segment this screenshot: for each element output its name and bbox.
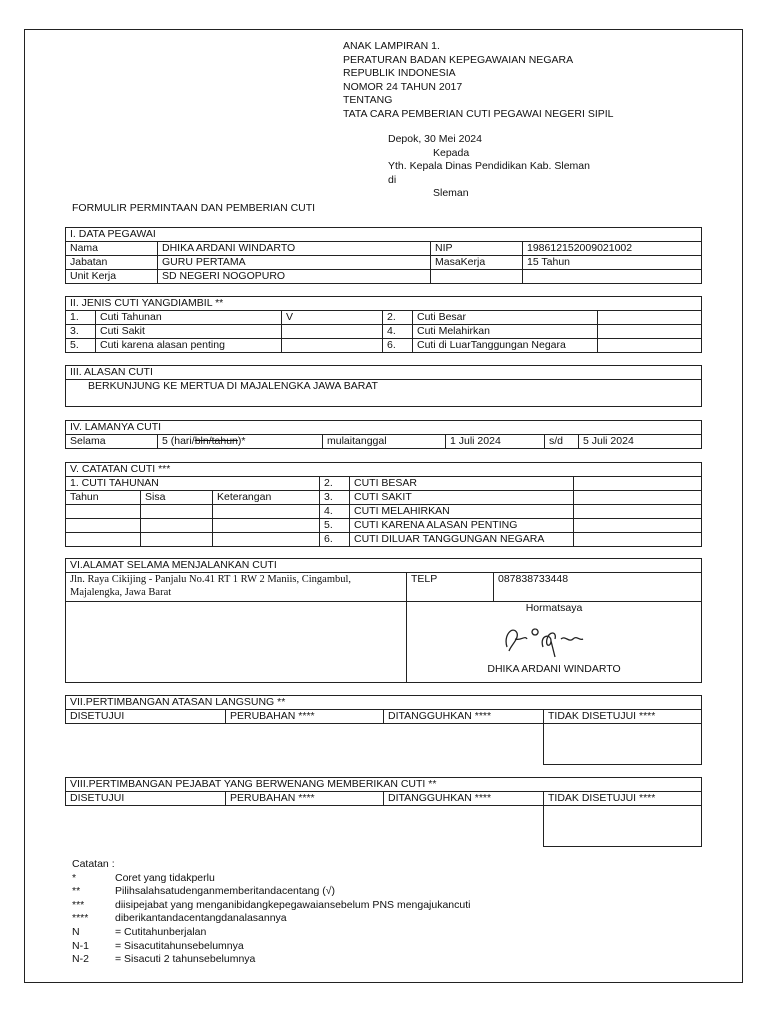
leave-number: 1. <box>66 311 96 325</box>
empty-cell <box>523 270 702 284</box>
note-row <box>72 940 471 954</box>
header-line: TENTANG <box>343 94 393 107</box>
duration-struck: bln/tahun <box>194 435 238 447</box>
cell[interactable] <box>213 505 320 519</box>
duration-pre: 5 (hari/ <box>162 435 195 447</box>
item-number: 6. <box>320 533 350 547</box>
item-number: 3. <box>320 491 350 505</box>
nip-label: NIP <box>431 242 523 256</box>
header-line: ANAK LAMPIRAN 1. <box>343 40 440 52</box>
section-jenis-cuti <box>65 296 702 353</box>
jabatan-label: Jabatan <box>66 256 158 270</box>
leave-type-label: Cuti Besar <box>413 311 598 325</box>
end-date[interactable]: 5 Juli 2024 <box>579 435 702 449</box>
empty-cell <box>66 602 407 683</box>
section-title: VIII.PERTIMBANGAN PEJABAT YANG BERWENANG MEMBERIKAN CUTI ** <box>66 778 702 792</box>
masa-kerja-label: MasaKerja <box>431 256 523 270</box>
sd-label: s/d <box>545 435 579 449</box>
col-ditangguhkan: DITANGGUHKAN **** <box>384 792 544 806</box>
section-title: III. ALASAN CUTI <box>66 366 702 380</box>
item-value[interactable] <box>574 477 702 491</box>
note-row <box>72 872 471 886</box>
note-key: N <box>72 925 80 938</box>
recipient-place: Sleman <box>433 187 469 199</box>
telp-value[interactable]: 087838733448 <box>494 573 702 602</box>
leave-type-label: Cuti di LuarTanggungan Negara <box>413 339 598 353</box>
col-tidak-disetujui: TIDAK DISETUJUI **** <box>544 792 702 806</box>
form-title: FORMULIR PERMINTAAN DAN PEMBERIAN CUTI <box>72 202 316 214</box>
item-value[interactable] <box>574 491 702 505</box>
selama-label: Selama <box>66 435 158 449</box>
letter-date: Depok, 30 Mei 2024 <box>388 133 482 145</box>
note-key: * <box>72 871 77 884</box>
section-data-pegawai <box>65 227 702 284</box>
empty-cell <box>66 806 226 847</box>
leave-type-label: Cuti Melahirkan <box>413 325 598 339</box>
col-tidak-disetujui: TIDAK DISETUJUI **** <box>544 710 702 724</box>
notes-title: Catatan : <box>72 858 115 870</box>
recipient: Yth. Kepala Dinas Pendidikan Kab. Sleman <box>388 160 590 172</box>
item-number: 5. <box>320 519 350 533</box>
leave-type-label: Cuti karena alasan penting <box>96 339 282 353</box>
note-row <box>72 899 471 913</box>
leave-type-check[interactable] <box>598 311 702 325</box>
start-date[interactable]: 1 Juli 2024 <box>446 435 545 449</box>
cuti-tahunan-label: 1. CUTI TAHUNAN <box>66 477 320 491</box>
leave-type-check[interactable] <box>282 325 383 339</box>
unit-kerja-label: Unit Kerja <box>66 270 158 284</box>
note-text: Pilihsalahsatudenganmemberitandacentang (√) <box>115 885 335 898</box>
nama-value[interactable]: DHIKA ARDANI WINDARTO <box>158 242 431 256</box>
note-key: *** <box>72 898 85 911</box>
item-value[interactable] <box>574 533 702 547</box>
section-alamat <box>65 558 702 683</box>
notes-block <box>72 858 471 967</box>
signer-name: DHIKA ARDANI WINDARTO <box>487 663 621 675</box>
note-row <box>72 953 471 967</box>
header-line: REPUBLIK INDONESIA <box>343 67 456 80</box>
unit-kerja-value[interactable]: SD NEGERI NOGOPURO <box>158 270 431 284</box>
note-text: Coret yang tidakperlu <box>115 871 215 884</box>
cell[interactable] <box>213 519 320 533</box>
hormat-label: Hormatsaya <box>525 602 583 614</box>
empty-cell <box>431 270 523 284</box>
masa-kerja-value[interactable]: 15 Tahun <box>523 256 702 270</box>
section-catatan-cuti <box>65 462 702 547</box>
header-line: NOMOR 24 TAHUN 2017 <box>343 80 463 93</box>
section-title: I. DATA PEGAWAI <box>66 228 702 242</box>
empty-cell <box>384 724 544 765</box>
empty-cell <box>384 806 544 847</box>
note-text: = Sisacuti 2 tahunsebelumnya <box>115 953 256 966</box>
item-value[interactable] <box>574 505 702 519</box>
col-perubahan: PERUBAHAN **** <box>226 710 384 724</box>
mulai-label: mulaitanggal <box>323 435 446 449</box>
telp-label: TELP <box>407 573 494 602</box>
nip-value[interactable]: 198612152009021002 <box>523 242 702 256</box>
col-disetujui: DISETUJUI <box>66 792 226 806</box>
cell[interactable] <box>66 533 141 547</box>
section-lamanya-cuti <box>65 420 702 449</box>
cell[interactable] <box>141 519 213 533</box>
cell[interactable] <box>141 505 213 519</box>
item-label: CUTI MELAHIRKAN <box>350 505 574 519</box>
leave-type-check[interactable] <box>598 325 702 339</box>
note-key: **** <box>72 912 89 925</box>
section-pertimbangan-pejabat <box>65 777 702 847</box>
empty-cell <box>66 724 226 765</box>
leave-type-check[interactable] <box>282 339 383 353</box>
cell[interactable] <box>66 505 141 519</box>
empty-cell <box>226 806 384 847</box>
note-row <box>72 926 471 940</box>
col-perubahan: PERUBAHAN **** <box>226 792 384 806</box>
item-label: CUTI BESAR <box>350 477 574 491</box>
leave-type-label: Cuti Tahunan <box>96 311 282 325</box>
note-key: N-1 <box>72 939 89 952</box>
kepada-label: Kepada <box>433 146 470 159</box>
note-text: = Cutitahunberjalan <box>115 925 207 938</box>
cell[interactable] <box>213 533 320 547</box>
cell[interactable] <box>141 533 213 547</box>
col-ditangguhkan: DITANGGUHKAN **** <box>384 710 544 724</box>
duration-post: )* <box>237 435 246 447</box>
note-row <box>72 912 471 926</box>
item-number: 4. <box>320 505 350 519</box>
item-value[interactable] <box>574 519 702 533</box>
signature-icon <box>499 617 609 661</box>
approval-signature-box[interactable] <box>544 724 702 765</box>
section-title: II. JENIS CUTI YANGDIAMBIL ** <box>66 297 702 311</box>
leave-number: 6. <box>383 339 413 353</box>
leave-number: 3. <box>66 325 96 339</box>
leave-type-label: Cuti Sakit <box>96 325 282 339</box>
signature-cell <box>407 602 702 683</box>
leave-type-check[interactable]: V <box>282 311 383 325</box>
col-keterangan: Keterangan <box>213 491 320 505</box>
note-key: N-2 <box>72 953 89 966</box>
empty-cell <box>226 724 384 765</box>
cell[interactable] <box>66 519 141 533</box>
note-key: ** <box>72 885 81 898</box>
address-value[interactable]: Jln. Raya Cikijing - Panjalu No.41 RT 1 RW 2 Maniis, Cingambul, Majalengka, Jawa Barat <box>66 573 407 602</box>
section-title: VI.ALAMAT SELAMA MENJALANKAN CUTI <box>66 559 702 573</box>
alasan-value[interactable]: BERKUNJUNG KE MERTUA DI MAJALENGKA JAWA BARAT <box>66 380 702 407</box>
section-title: V. CATATAN CUTI *** <box>66 463 702 477</box>
leave-number: 5. <box>66 339 96 353</box>
note-row <box>72 885 471 899</box>
item-label: CUTI SAKIT <box>350 491 574 505</box>
item-label: CUTI DILUAR TANGGUNGAN NEGARA <box>350 533 574 547</box>
note-text: diberikantandacentangdanalasannya <box>115 912 287 925</box>
address-block <box>388 133 590 201</box>
jabatan-value[interactable]: GURU PERTAMA <box>158 256 431 270</box>
leave-number: 4. <box>383 325 413 339</box>
leave-type-check[interactable] <box>598 339 702 353</box>
duration-value[interactable] <box>158 435 323 449</box>
col-disetujui: DISETUJUI <box>66 710 226 724</box>
regulation-header <box>343 40 614 122</box>
header-line: PERATURAN BADAN KEPEGAWAIAN NEGARA <box>343 53 574 66</box>
item-label: CUTI KARENA ALASAN PENTING <box>350 519 574 533</box>
di-label: di <box>388 173 397 186</box>
nama-label: Nama <box>66 242 158 256</box>
leave-number: 2. <box>383 311 413 325</box>
approval-signature-box[interactable] <box>544 806 702 847</box>
note-text: = Sisacutitahunsebelumnya <box>115 939 244 952</box>
section-pertimbangan-atasan <box>65 695 702 765</box>
header-line: TATA CARA PEMBERIAN CUTI PEGAWAI NEGERI SIPIL <box>343 107 614 120</box>
col-tahun: Tahun <box>66 491 141 505</box>
item-number: 2. <box>320 477 350 491</box>
section-title: VII.PERTIMBANGAN ATASAN LANGSUNG ** <box>66 696 702 710</box>
section-title: IV. LAMANYA CUTI <box>66 421 702 435</box>
note-text: diisipejabat yang menganibidangkepegawaiansebelum PNS mengajukancuti <box>115 898 471 911</box>
col-sisa: Sisa <box>141 491 213 505</box>
section-alasan-cuti <box>65 365 702 407</box>
